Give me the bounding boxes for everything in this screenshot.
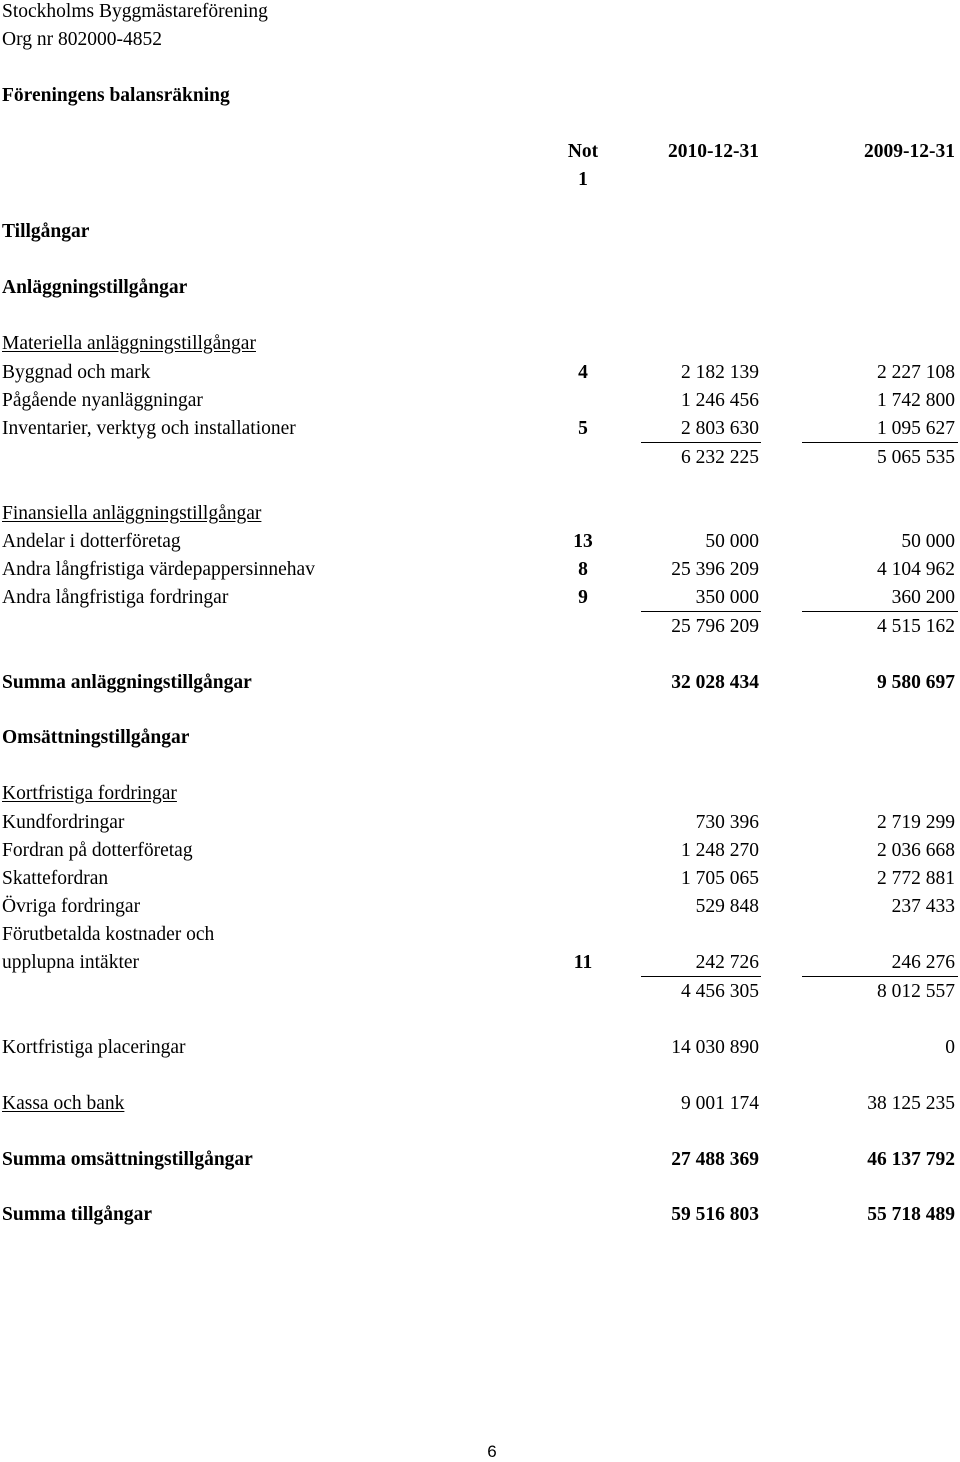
total-value-2009: 46 137 792: [867, 1149, 955, 1170]
row-value-2009: 1 095 627: [877, 418, 955, 439]
sum-divider: [641, 976, 761, 977]
row-value-2009: 2 227 108: [877, 362, 955, 383]
row-label: Övriga fordringar: [2, 896, 141, 917]
row-value-2010: 730 396: [695, 812, 759, 833]
subtotal-value-2010: 4 456 305: [681, 981, 759, 1002]
row-value-2009: 246 276: [891, 952, 955, 973]
total-value-2009: 9 580 697: [877, 672, 955, 693]
row-value-2010: 1 248 270: [681, 840, 759, 861]
total-label-fixed-assets: Summa anläggningstillgångar: [2, 672, 252, 693]
row-note: 8: [578, 559, 588, 580]
sum-divider: [641, 442, 761, 443]
subtotal-value-2009: 5 065 535: [877, 447, 955, 468]
row-value-2009: 38 125 235: [867, 1093, 955, 1114]
total-value-2010: 27 488 369: [671, 1149, 759, 1170]
row-label: Skattefordran: [2, 868, 109, 889]
row-label: Kundfordringar: [2, 812, 125, 833]
row-label: Andra långfristiga värdepappersinnehav: [2, 559, 315, 580]
column-header-year-2009: 2009-12-31: [864, 141, 955, 162]
sum-divider: [641, 611, 761, 612]
row-value-2009: 360 200: [891, 587, 955, 608]
column-header-not: Not: [567, 141, 599, 162]
page-number: 6: [487, 1442, 497, 1461]
section-heading-current-assets: Omsättningstillgångar: [2, 727, 190, 748]
subheading-financial-assets: Finansiella anläggningstillgångar: [2, 503, 262, 524]
row-value-2010: 1 246 456: [681, 390, 759, 411]
total-label-assets: Summa tillgångar: [2, 1204, 153, 1225]
column-header-not-ref: 1: [578, 169, 588, 190]
subtotal-value-2010: 25 796 209: [671, 616, 759, 637]
row-note: 5: [578, 418, 588, 439]
org-name: Stockholms Byggmästareförening: [2, 1, 268, 22]
row-label: Kortfristiga placeringar: [2, 1037, 186, 1058]
row-value-2010: 242 726: [695, 952, 759, 973]
subtotal-value-2009: 4 515 162: [877, 616, 955, 637]
subtotal-value-2010: 6 232 225: [681, 447, 759, 468]
row-label: Pågående nyanläggningar: [2, 390, 203, 411]
row-value-2009: 4 104 962: [877, 559, 955, 580]
row-note: 11: [573, 952, 593, 973]
row-value-2009: 2 036 668: [877, 840, 955, 861]
row-value-2010: 2 182 139: [681, 362, 759, 383]
org-number: Org nr 802000-4852: [2, 29, 162, 50]
row-value-2009: 0: [945, 1037, 955, 1058]
row-value-2010: 1 705 065: [681, 868, 759, 889]
row-label: Andelar i dotterföretag: [2, 531, 181, 552]
total-value-2009: 55 718 489: [867, 1204, 955, 1225]
row-label: Andra långfristiga fordringar: [2, 587, 229, 608]
sum-divider: [802, 976, 958, 977]
total-value-2010: 59 516 803: [671, 1204, 759, 1225]
section-heading-assets: Tillgångar: [2, 221, 90, 242]
row-label-line1: Förutbetalda kostnader och: [2, 924, 215, 945]
sum-divider: [802, 611, 958, 612]
row-label: Byggnad och mark: [2, 362, 151, 383]
column-header-year-2010: 2010-12-31: [668, 141, 759, 162]
row-label: Kassa och bank: [2, 1093, 125, 1114]
page-title: Föreningens balansräkning: [2, 85, 230, 106]
row-value-2009: 50 000: [901, 531, 955, 552]
row-value-2010: 50 000: [705, 531, 759, 552]
row-note: 4: [578, 362, 588, 383]
row-value-2010: 2 803 630: [681, 418, 759, 439]
subheading-short-term-receivables: Kortfristiga fordringar: [2, 783, 177, 804]
row-label: Inventarier, verktyg och installationer: [2, 418, 296, 439]
row-note: 9: [578, 587, 588, 608]
row-note: 13: [573, 531, 593, 552]
row-value-2009: 2 719 299: [877, 812, 955, 833]
row-value-2010: 350 000: [695, 587, 759, 608]
row-value-2010: 25 396 209: [671, 559, 759, 580]
row-value-2009: 2 772 881: [877, 868, 955, 889]
row-value-2009: 237 433: [891, 896, 955, 917]
row-value-2010: 9 001 174: [681, 1093, 759, 1114]
section-heading-fixed-assets: Anläggningstillgångar: [2, 277, 188, 298]
row-label-line2: upplupna intäkter: [2, 952, 140, 973]
total-value-2010: 32 028 434: [671, 672, 759, 693]
subtotal-value-2009: 8 012 557: [877, 981, 955, 1002]
sum-divider: [802, 442, 958, 443]
row-label: Fordran på dotterföretag: [2, 840, 193, 861]
row-value-2009: 1 742 800: [877, 390, 955, 411]
row-value-2010: 529 848: [695, 896, 759, 917]
row-value-2010: 14 030 890: [671, 1037, 759, 1058]
total-label-current-assets: Summa omsättningstillgångar: [2, 1149, 253, 1170]
subheading-tangible-assets: Materiella anläggningstillgångar: [2, 333, 256, 354]
